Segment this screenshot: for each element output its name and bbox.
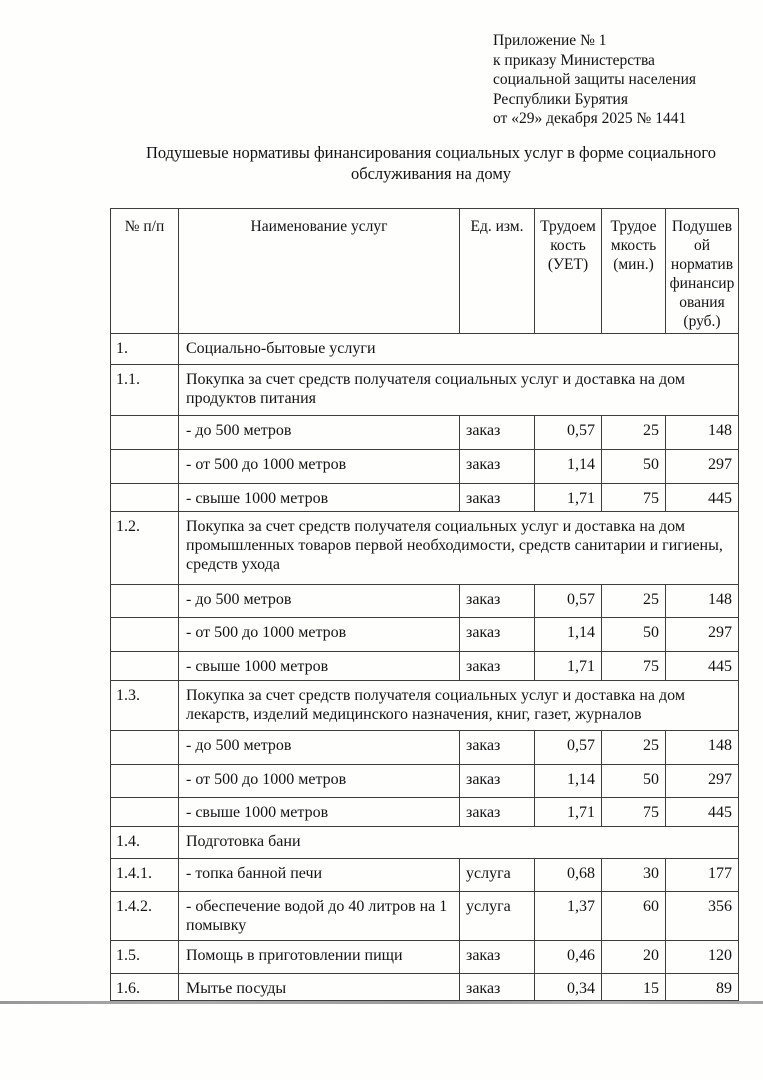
row-rub: 148 xyxy=(666,585,739,618)
row-unit: заказ xyxy=(460,652,535,681)
table-row xyxy=(111,652,739,681)
row-unit: заказ xyxy=(460,585,535,618)
table-row-section xyxy=(111,827,739,859)
col-header-per-capita-norm: Подушев ой норматив финансир ования (руб.) xyxy=(666,209,739,334)
row-name: Покупка за счет средств получателя социальных услуг и доставка на дом лекарств, изделий медицинского назначения, книг, газет, журналов xyxy=(179,681,739,731)
row-num xyxy=(111,731,179,765)
row-name: - от 500 до 1000 метров xyxy=(179,618,460,652)
row-min: 60 xyxy=(602,892,666,941)
row-uet: 1,14 xyxy=(535,450,602,484)
row-rub: 297 xyxy=(666,765,739,798)
row-num: 1.4.2. xyxy=(111,892,179,941)
row-min: 30 xyxy=(602,859,666,892)
table-row xyxy=(111,731,739,765)
row-name: Покупка за счет средств получателя социальных услуг и доставка на дом промышленных товаров первой необходимости, средств санитарии и гигиены, средств ухода xyxy=(179,512,739,585)
row-uet: 0,34 xyxy=(535,974,602,1001)
row-name: - обеспечение водой до 40 литров на 1 помывку xyxy=(179,892,460,941)
row-unit: заказ xyxy=(460,765,535,798)
appendix-reference-line: к приказу Министерства xyxy=(493,51,655,69)
table-row-section xyxy=(111,334,739,365)
row-uet: 1,71 xyxy=(535,484,602,512)
row-unit: услуга xyxy=(460,859,535,892)
table-row xyxy=(111,941,739,974)
row-min: 75 xyxy=(602,798,666,827)
table-row-section xyxy=(111,365,739,416)
row-uet: 1,71 xyxy=(535,652,602,681)
row-name: Подготовка бани xyxy=(179,827,739,859)
col-header-service-name: Наименование услуг xyxy=(179,209,460,334)
table-row xyxy=(111,765,739,798)
row-num: 1.5. xyxy=(111,941,179,974)
col-header-unit: Ед. изм. xyxy=(460,209,535,334)
row-min: 50 xyxy=(602,618,666,652)
row-num xyxy=(111,652,179,681)
row-unit: заказ xyxy=(460,731,535,765)
row-min: 75 xyxy=(602,652,666,681)
col-header-labor-min: Трудое мкость (мин.) xyxy=(602,209,666,334)
row-unit: заказ xyxy=(460,618,535,652)
row-unit: заказ xyxy=(460,941,535,974)
row-name: - топка банной печи xyxy=(179,859,460,892)
row-name: Помощь в приготовлении пищи xyxy=(179,941,460,974)
row-num: 1.6. xyxy=(111,974,179,1001)
document-title: Подушевые нормативы финансирования социальных услуг в форме социального обслуживания на дому xyxy=(145,143,717,183)
row-min: 50 xyxy=(602,765,666,798)
row-num xyxy=(111,765,179,798)
appendix-reference-line: Республики Бурятия xyxy=(493,90,628,108)
table-row xyxy=(111,450,739,484)
row-rub: 297 xyxy=(666,450,739,484)
row-num xyxy=(111,416,179,450)
row-name: - до 500 метров xyxy=(179,731,460,765)
row-min: 25 xyxy=(602,731,666,765)
row-rub: 445 xyxy=(666,484,739,512)
appendix-reference-line: социальной защиты населения xyxy=(493,71,697,88)
row-unit: услуга xyxy=(460,892,535,941)
col-header-num: № п/п xyxy=(111,209,179,334)
row-name: - свыше 1000 метров xyxy=(179,798,460,827)
row-rub: 445 xyxy=(666,652,739,681)
table-row xyxy=(111,974,739,1001)
row-name: Социально-бытовые услуги xyxy=(179,334,739,365)
row-rub: 148 xyxy=(666,416,739,450)
appendix-reference-line: от «29» декабря 2025 № 1441 xyxy=(493,110,687,127)
row-name: - до 500 метров xyxy=(179,416,460,450)
row-uet: 0,57 xyxy=(535,416,602,450)
table-row xyxy=(111,484,739,512)
appendix-reference-line: Приложение № 1 xyxy=(493,32,607,49)
row-num: 1. xyxy=(111,334,179,365)
row-rub: 120 xyxy=(666,941,739,974)
row-num: 1.4. xyxy=(111,827,179,859)
row-num xyxy=(111,450,179,484)
scan-artifact-line xyxy=(0,1001,763,1004)
row-num: 1.3. xyxy=(111,681,179,731)
row-min: 75 xyxy=(602,484,666,512)
row-unit: заказ xyxy=(460,450,535,484)
row-num: 1.1. xyxy=(111,365,179,416)
row-num: 1.4.1. xyxy=(111,859,179,892)
table-row xyxy=(111,859,739,892)
row-unit: заказ xyxy=(460,484,535,512)
row-rub: 297 xyxy=(666,618,739,652)
col-header-labor-uet: Трудоем кость (УЕТ) xyxy=(535,209,602,334)
table-row xyxy=(111,416,739,450)
row-num xyxy=(111,618,179,652)
table-header-row xyxy=(111,209,739,334)
table-row xyxy=(111,585,739,618)
table-row-section xyxy=(111,681,739,731)
row-uet: 1,14 xyxy=(535,618,602,652)
table-row xyxy=(111,798,739,827)
row-name: Покупка за счет средств получателя социальных услуг и доставка на дом продуктов питания xyxy=(179,365,739,416)
row-uet: 1,37 xyxy=(535,892,602,941)
row-uet: 0,57 xyxy=(535,585,602,618)
table-row xyxy=(111,618,739,652)
row-min: 25 xyxy=(602,416,666,450)
row-uet: 0,68 xyxy=(535,859,602,892)
appendix-reference-block xyxy=(493,31,696,129)
row-num xyxy=(111,798,179,827)
table-row xyxy=(111,892,739,941)
row-min: 20 xyxy=(602,941,666,974)
row-name: - от 500 до 1000 метров xyxy=(179,450,460,484)
row-uet: 1,14 xyxy=(535,765,602,798)
row-unit: заказ xyxy=(460,974,535,1001)
row-rub: 356 xyxy=(666,892,739,941)
row-rub: 148 xyxy=(666,731,739,765)
row-rub: 445 xyxy=(666,798,739,827)
row-num: 1.2. xyxy=(111,512,179,585)
row-name: - свыше 1000 метров xyxy=(179,484,460,512)
row-rub: 177 xyxy=(666,859,739,892)
row-min: 50 xyxy=(602,450,666,484)
row-unit: заказ xyxy=(460,416,535,450)
norms-table xyxy=(110,208,739,1001)
row-unit: заказ xyxy=(460,798,535,827)
row-rub: 89 xyxy=(666,974,739,1001)
row-min: 15 xyxy=(602,974,666,1001)
row-num xyxy=(111,585,179,618)
row-name: Мытье посуды xyxy=(179,974,460,1001)
row-name: - до 500 метров xyxy=(179,585,460,618)
table-row-section xyxy=(111,512,739,585)
row-uet: 1,71 xyxy=(535,798,602,827)
row-name: - свыше 1000 метров xyxy=(179,652,460,681)
row-num xyxy=(111,484,179,512)
row-uet: 0,57 xyxy=(535,731,602,765)
row-min: 25 xyxy=(602,585,666,618)
row-name: - от 500 до 1000 метров xyxy=(179,765,460,798)
row-uet: 0,46 xyxy=(535,941,602,974)
